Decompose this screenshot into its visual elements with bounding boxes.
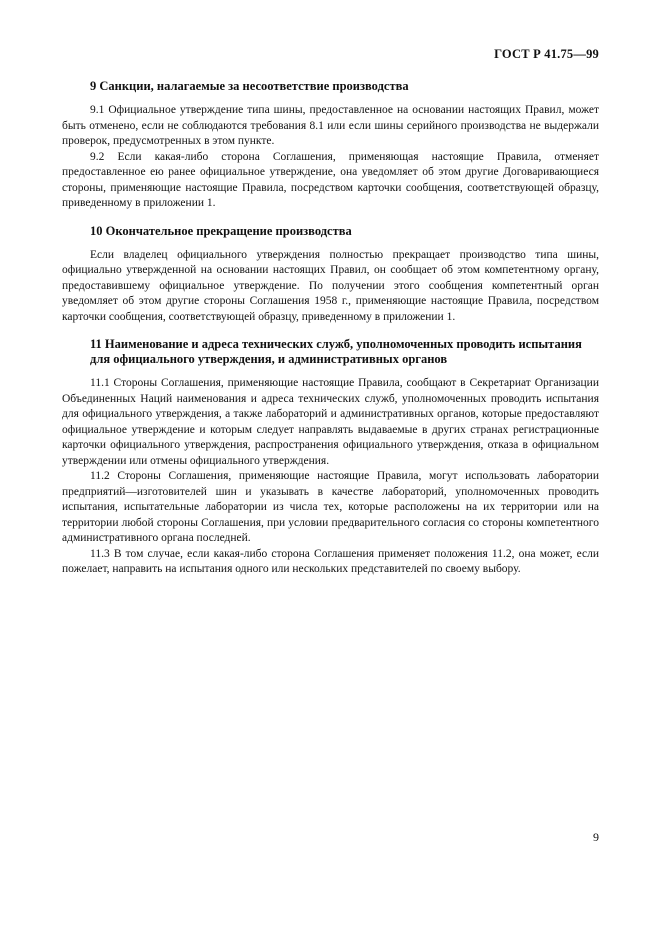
document-body [62,79,599,590]
section-9 [62,79,599,212]
paragraph: 11.2 Стороны Соглашения, применяющие настоящие Правила, могут использовать лаборатории предприятий—изготовителей шин и указывать в качестве лабораторий, уполномоченных проводить испытания, испытательные лаборатории из числа тех, которые расположены на их территории или на территории любой стороны Соглашения, при условии предварительного согласия со стороны компетентного административного органа последней. [62,470,599,544]
section-heading: 9 Санкции, налагаемые за несоответствие производства [90,79,409,93]
paragraph: 9.1 Официальное утверждение типа шины, предоставленное на основании настоящих Правил, может быть отменено, если не соблюдаются требования 8.1 или если шины серийного производства не выдержали проверок, предусмотренных в этом пункте. [62,104,599,147]
section-11 [62,337,599,578]
section-heading: 11 Наименование и адреса технических служб, уполномоченных проводить испытания для официального утверждения, и административных органов [90,337,582,366]
page-number: 9 [593,830,599,844]
paragraph: 11.3 В том случае, если какая-либо сторона Соглашения применяет положения 11.2, она может, если пожелает, направить на испытания одного или нескольких представителей по своему выбору. [62,547,599,575]
paragraph: Если владелец официального утверждения полностью прекращает производство типа шины, официально утвержденной на основании настоящих Правил, он сообщает об этом компетентному органу, предоставившему официальное утверждение. По получении этого сообщения компетентный орган уведомляет об этом другие стороны Соглашения 1958 г., применяющие настоящие Правила, посредством карточки сообщения, соответствующей образцу, приведенному в приложении 1. [62,248,599,323]
paragraph: 11.1 Стороны Соглашения, применяющие настоящие Правила, сообщают в Секретариат Организации Объединенных Наций наименования и адреса технических служб, уполномоченных проводить испытания для официального утверждения, а также лабораторий и административных органов, которые предоставляют официальное утверждение и которым следует направлять выдаваемые в других странах регистрационные карточки официального утверждения, распространения официального утверждения, отказа в официальном утверждении или отмены официального утверждения. [62,377,599,467]
section-heading: 10 Окончательное прекращение производства [90,223,352,238]
section-10 [62,224,599,326]
paragraph: 9.2 Если какая-либо сторона Соглашения, применяющая настоящие Правила, отменяет предоставленное ею ранее официальное утверждение, она уведомляет об этом другие Договаривающиеся стороны, применяющие настоящие Правила, посредством карточки сообщения, соответствующей образцу, приведенному в приложении 1. [62,150,599,209]
document-code: ГОСТ Р 41.75—99 [494,47,599,61]
